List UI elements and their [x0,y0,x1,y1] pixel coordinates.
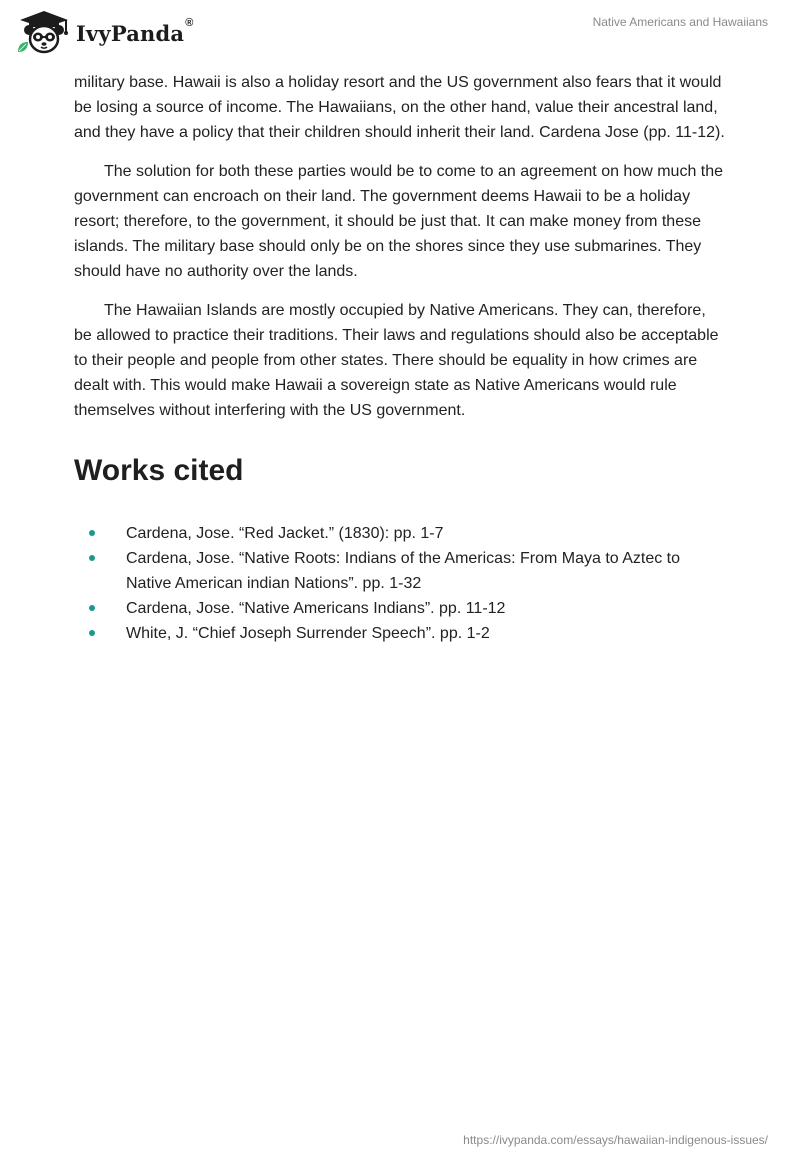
dot-bullet-icon [89,530,95,536]
paragraph: The Hawaiian Islands are mostly occupied by Native Americans. They can, therefore, be allowed to practice their traditions. Their laws and regulations should also be acceptable to their people and people from other states. There should be equality in how crimes are dealt with. This would make Hawaii a sovereign state as Native Americans would rule themselves without interfering with the US government. [74,302,719,419]
works-cited-list [74,521,726,646]
paragraph: The solution for both these parties would be to come to an agreement on how much the government can encroach on their land. The government deems Hawaii to be a holiday resort; therefore, to the government, it should be just that. It can make money from these islands. The military base should only be on the shores since they use submarines. They should have no authority over the lands. [74,163,724,280]
page-header [0,0,800,60]
citation-item [74,596,726,621]
citation-item [74,621,726,646]
citation-item [74,546,726,596]
logo-wordmark: IvyPanda [76,20,185,46]
registered-mark: ® [185,17,194,29]
dot-bullet-icon [89,605,95,611]
panda-graduation-cap-icon [14,8,70,56]
document-title: Native Americans and Hawaiians [592,15,768,29]
citation-text: Cardena, Jose. “Red Jacket.” (1830): pp. 1-7 [126,525,444,542]
citation-text: Cardena, Jose. “Native Americans Indians”. pp. 11-12 [126,600,506,617]
ivypanda-logo[interactable] [14,8,193,56]
essay-content [74,70,726,646]
citation-text: White, J. “Chief Joseph Surrender Speech”. pp. 1-2 [126,625,490,642]
dot-bullet-icon [89,630,95,636]
citation-item [74,521,726,546]
citation-text: Cardena, Jose. “Native Roots: Indians of the Americas: From Maya to Aztec to Native American indian Nations”. pp. 1-32 [126,550,681,592]
source-url-link[interactable]: https://ivypanda.com/essays/hawaiian-indigenous-issues/ [463,1133,768,1147]
paragraph-continued: military base. Hawaii is also a holiday resort and the US government also fears that it would be losing a source of income. The Hawaiians, on the other hand, value their ancestral land, and they have a policy that their children should inherit their land. Cardena Jose (pp. 11-12). [74,74,725,141]
dot-bullet-icon [89,555,95,561]
works-cited-heading: Works cited [74,454,244,487]
